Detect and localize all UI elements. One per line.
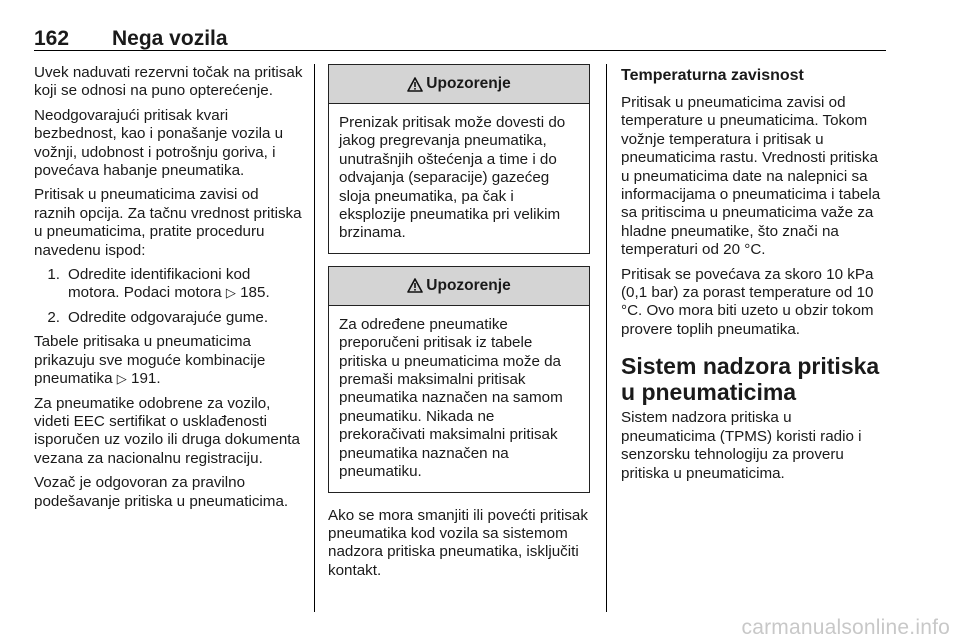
warning-title: Upozorenje xyxy=(426,276,511,294)
section-heading-tpms: Sistem nadzora pritiska u pneumaticima xyxy=(621,353,880,406)
cross-reference-arrow-icon: ▷ xyxy=(225,285,236,301)
column-right xyxy=(621,64,889,489)
warning-title: Upozorenje xyxy=(426,74,511,92)
list-number: 2. xyxy=(47,308,60,326)
paragraph-eec: Za pneumatike odobrene za vozilo, videti EEC sertifikat o usklađenosti isporučen uz vozilo ili druga dokumenta vezana za nacionalnu registraciju. xyxy=(34,394,300,467)
warning-triangle-icon xyxy=(407,77,423,92)
warning-box xyxy=(328,64,590,254)
paragraph-procedure: Pritisak u pneumaticima zavisi od raznih opcija. Za tačnu vrednost pritiska u pneumaticima, pratite proceduru navedenu ispod: xyxy=(34,186,302,259)
column-left xyxy=(34,64,304,517)
paragraph-tpms-ignition: Ako se mora smanjiti ili povećti pritisak pneumatika kod vozila sa sistemom nadzora pritiska pneumatika, isključiti kontakt. xyxy=(328,506,588,579)
warning-header xyxy=(329,65,589,104)
warning-text: Prenizak pritisak može dovesti do jakog pregrevanja pneumatika, unutrašnjih oštećenja a time i do odvajanja (separacije) gazećeg sloja pneumatika, pa čak i eksplozije pneumatika pri velikim brzinama. xyxy=(339,114,566,242)
warning-triangle-icon xyxy=(407,278,423,293)
watermark: carmanualsonline.info xyxy=(741,616,950,639)
page-number: 162 xyxy=(34,27,70,50)
procedure-list xyxy=(34,266,304,327)
list-number: 1. xyxy=(47,266,60,284)
cross-reference-arrow-icon: ▷ xyxy=(116,371,127,387)
column-middle xyxy=(328,64,590,586)
warning-text: Za određene pneumatike preporučeni pritisak iz tabele pritiska u pneumaticima može da premaši maksimalni pritisak pneumatika naznačen na samom pneumatiku. Nikada ne prekoračivati maksimalni pritisak pneumatika naznačen na pneumatiku. xyxy=(339,315,563,481)
page-reference-link[interactable]: 191. xyxy=(131,370,161,388)
paragraph-driver: Vozač je odgovoran za pravilno podešavanje pritiska u pneumaticima. xyxy=(34,474,289,510)
list-text: Odredite identifikacioni kod motora. Podaci motora xyxy=(68,266,251,302)
column-divider-1 xyxy=(314,64,315,612)
paragraph-pressure-increase: Pritisak se povećava za skoro 10 kPa (0,1 bar) za porast temperature od 10 °C. Ovo mora biti uzeto u obzir tokom provere toplih pneumatika. xyxy=(621,265,874,338)
section-heading-temperature: Temperaturna zavisnost xyxy=(621,67,804,84)
warning-header xyxy=(329,267,589,306)
warning-box xyxy=(328,266,590,493)
paragraph-spare-wheel: Uvek naduvati rezervni točak na pritisak koji se odnosi na puno opterećenje. xyxy=(34,64,303,100)
list-item xyxy=(34,266,304,303)
list-item xyxy=(34,309,304,327)
paragraph-tables: Tabele pritisaka u pneumaticima prikazuju sve moguće kombinacije pneumatika ▷ 191. xyxy=(34,333,266,388)
page-header xyxy=(34,28,886,51)
paragraph-safety: Neodgovarajući pritisak kvari bezbednost, kao i ponašanje vozila u vožnji, udobnost i potrošnju goriva, i povećava habanje pneumatika. xyxy=(34,106,284,180)
page-title: Nega vozila xyxy=(112,27,228,50)
page-reference-link[interactable]: 185. xyxy=(240,284,270,302)
paragraph-temperature: Pritisak u pneumaticima zavisi od temperature u pneumaticima. Tokom vožnje temperatura i pritisak u pneumaticima rastu. Vrednosti pritiska u pneumaticima date na nalepnici sa informacijama o pneumaticima i tabela sa pritiscima u pneumaticima važe za hladne pneumatike, što znači na temperaturi od 20 °C. xyxy=(621,94,881,259)
list-text: Odredite odgovarajuće gume. xyxy=(68,308,269,326)
paragraph-tpms: Sistem nadzora pritiska u pneumaticima (TPMS) koristi radio i senzorsku tehnologiju za proveru pritiska u pneumaticima. xyxy=(621,409,862,482)
column-divider-2 xyxy=(606,64,607,612)
